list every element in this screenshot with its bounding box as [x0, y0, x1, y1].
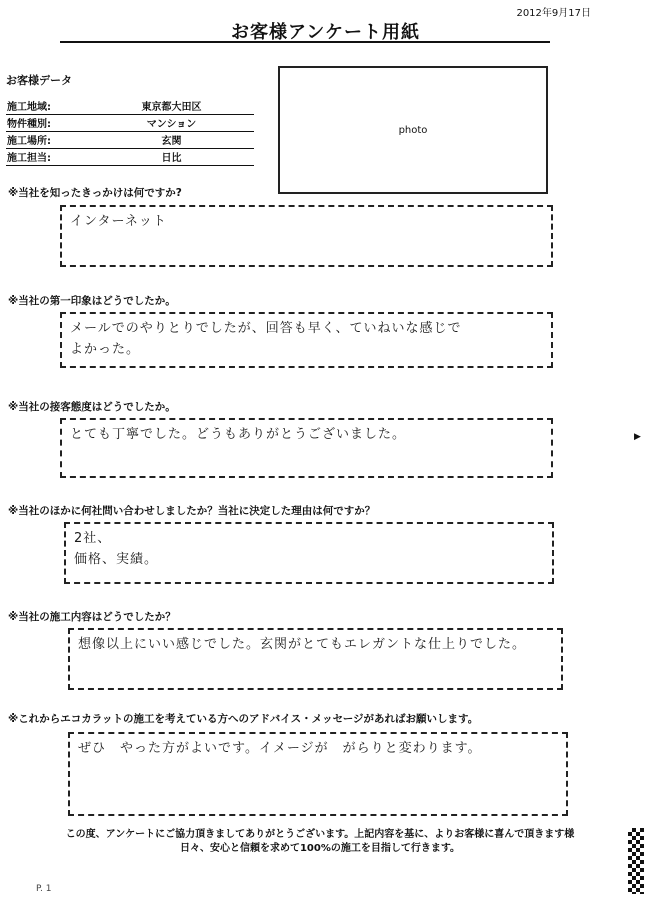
info-label: 施工場所:: [6, 132, 89, 149]
page-number: P. 1: [36, 884, 52, 894]
info-row-location: [6, 132, 254, 149]
info-value: 日比: [89, 149, 254, 166]
answer-line: とても丁寧でした。どうもありがとうございました。: [70, 427, 407, 442]
question-2: ※当社の第一印象はどうでしたか。: [8, 295, 176, 307]
question-4: ※当社のほかに何社問い合わせしましたか？当社に決定した理由は何ですか？: [8, 505, 376, 517]
info-value: 玄関: [89, 132, 254, 149]
question-3: ※当社の接客態度はどうでしたか。: [8, 401, 176, 413]
answer-line: 2社、: [74, 531, 112, 546]
question-1: ※当社を知ったきっかけは何ですか?: [8, 187, 182, 199]
footer-line-2: 日々、安心と信頼を求めて100%の施工を目指して行きます。: [179, 843, 461, 854]
answer-line: メールでのやりとりでしたが、回答も早く、ていねいな感じで: [70, 321, 462, 336]
answer-line: よかった。: [70, 342, 141, 357]
photo-placeholder: [278, 66, 548, 194]
photo-label: photo: [398, 124, 428, 136]
answer-box-2: [60, 312, 553, 368]
answer-box-6: [68, 732, 568, 816]
footer-line-1: この度、アンケートにご協力頂きましてありがとうございます。上記内容を基に、よりお客様に喜んで頂きます様: [65, 829, 575, 840]
question-6: ※これからエコカラットの施工を考えている方へのアドバイス・メッセージがあればお願いします。: [8, 713, 479, 725]
title-underline: [60, 41, 550, 43]
footer-message: [30, 828, 610, 856]
checker-pattern-mark: [628, 828, 644, 894]
info-value: 東京都大田区: [89, 98, 254, 115]
answer-line: 想像以上にいい感じでした。玄関がとてもエレガントな仕上りでした。: [78, 637, 527, 652]
answer-box-5: [68, 628, 563, 690]
answer-box-4: [64, 522, 554, 584]
answer-line: ぜひ やった方がよいです。イメージが がらりと変わります。: [78, 741, 482, 756]
info-row-staff: [6, 149, 254, 166]
info-value: マンション: [89, 115, 254, 132]
answer-box-3: [60, 418, 553, 478]
answer-line: 価格、実績。: [74, 552, 159, 567]
page-title: お客様アンケート用紙: [231, 22, 420, 43]
customer-data-heading: お客様データ: [6, 74, 72, 87]
info-label: 物件種別:: [6, 115, 89, 132]
side-arrow-icon: ▶: [634, 432, 641, 442]
question-5: ※当社の施工内容はどうでしたか？: [8, 611, 176, 623]
survey-date: 2012年9月17日: [516, 8, 591, 19]
customer-data-table: [6, 98, 254, 166]
info-row-area: [6, 98, 254, 115]
answer-line: インターネット: [70, 214, 167, 229]
info-row-property-type: [6, 115, 254, 132]
info-label: 施工地域:: [6, 98, 89, 115]
info-label: 施工担当:: [6, 149, 89, 166]
answer-box-1: [60, 205, 553, 267]
